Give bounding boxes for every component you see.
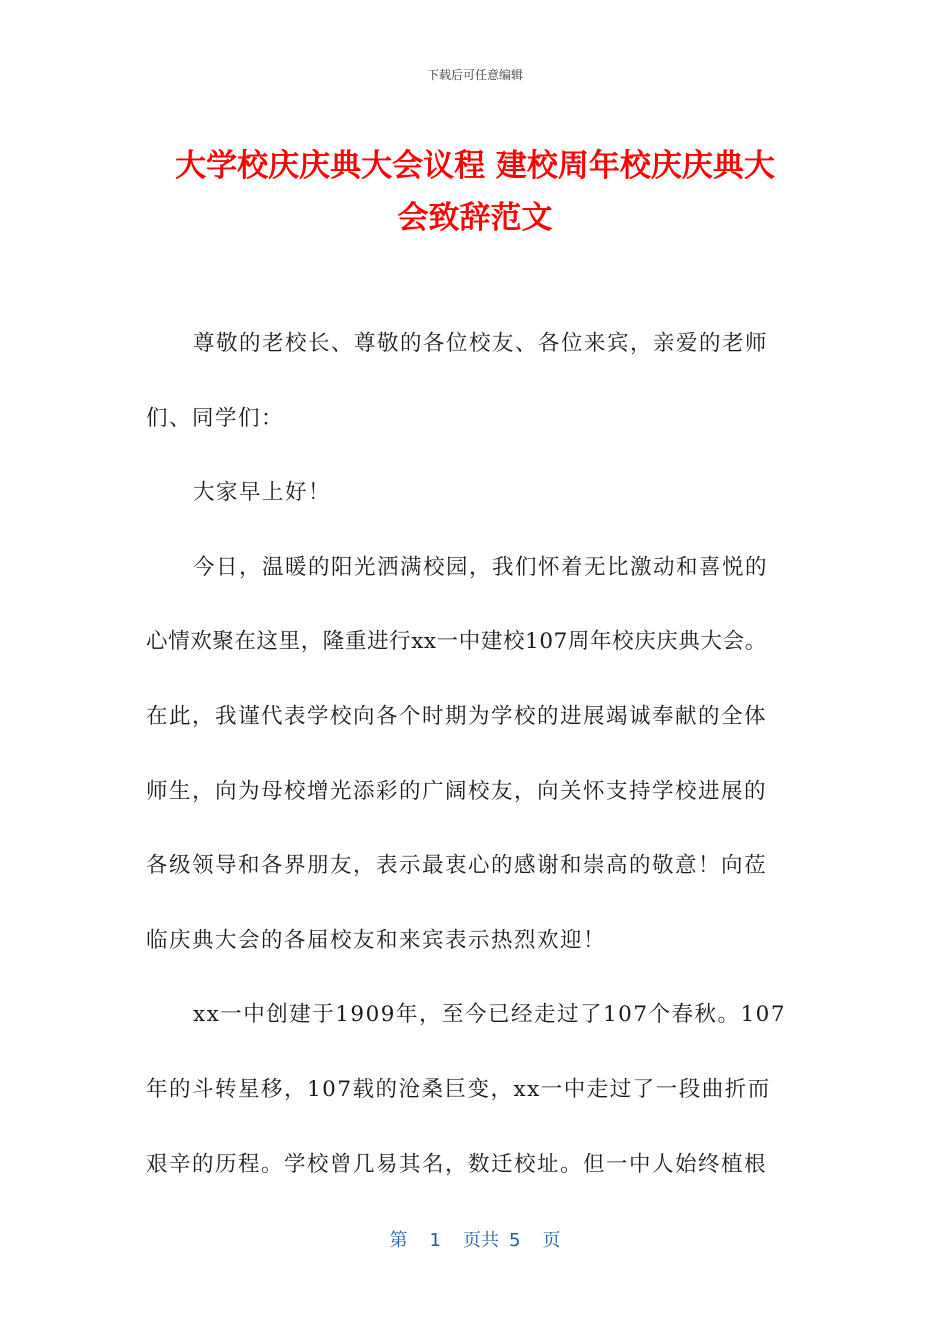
page-footer (0, 1226, 950, 1252)
title-line-1: 大学校庆庆典大会议程 建校周年校庆庆典大 (175, 148, 775, 184)
title-line-2: 会致辞范文 (397, 200, 553, 236)
page-label-mid: 页共 (463, 1230, 499, 1251)
body-line: 心情欢聚在这里，隆重进行xx一中建校107周年校庆庆典大会。 (146, 629, 767, 655)
current-page-number: 1 (429, 1230, 441, 1251)
page-label-prefix: 第 (389, 1230, 408, 1251)
body-line: 艰辛的历程。学校曾几易其名，数迁校址。但一中人始终植根 (146, 1151, 768, 1177)
header-note: 下载后可任意编辑 (426, 68, 523, 82)
body-line: 大家早上好！ (193, 480, 332, 506)
body-line: 在此，我谨代表学校向各个时期为学校的进展竭诚奉献的全体 (146, 703, 768, 729)
body-line: 年的斗转星移，107载的沧桑巨变，xx一中走过了一段曲折而 (146, 1076, 771, 1102)
document-title (130, 140, 820, 244)
document-body (146, 318, 826, 1213)
body-line: 今日，温暖的阳光洒满校园，我们怀着无比激动和喜悦的 (193, 554, 769, 580)
body-line: xx一中创建于1909年，至今已经走过了107个春秋。107 (193, 1002, 787, 1028)
body-line: 各级领导和各界朋友，表示最衷心的感谢和崇高的敬意！向莅 (146, 853, 768, 879)
body-line: 临庆典大会的各届校友和来宾表示热烈欢迎！ (146, 927, 607, 953)
total-pages-number: 5 (509, 1230, 521, 1251)
body-line: 尊敬的老校长、尊敬的各位校友、各位来宾，亲爱的老师 (193, 331, 769, 356)
body-line: 师生，向为母校增光添彩的广阔校友，向关怀支持学校进展的 (146, 778, 768, 804)
body-line: 们、同学们： (146, 405, 285, 431)
page-label-suffix: 页 (542, 1230, 561, 1251)
